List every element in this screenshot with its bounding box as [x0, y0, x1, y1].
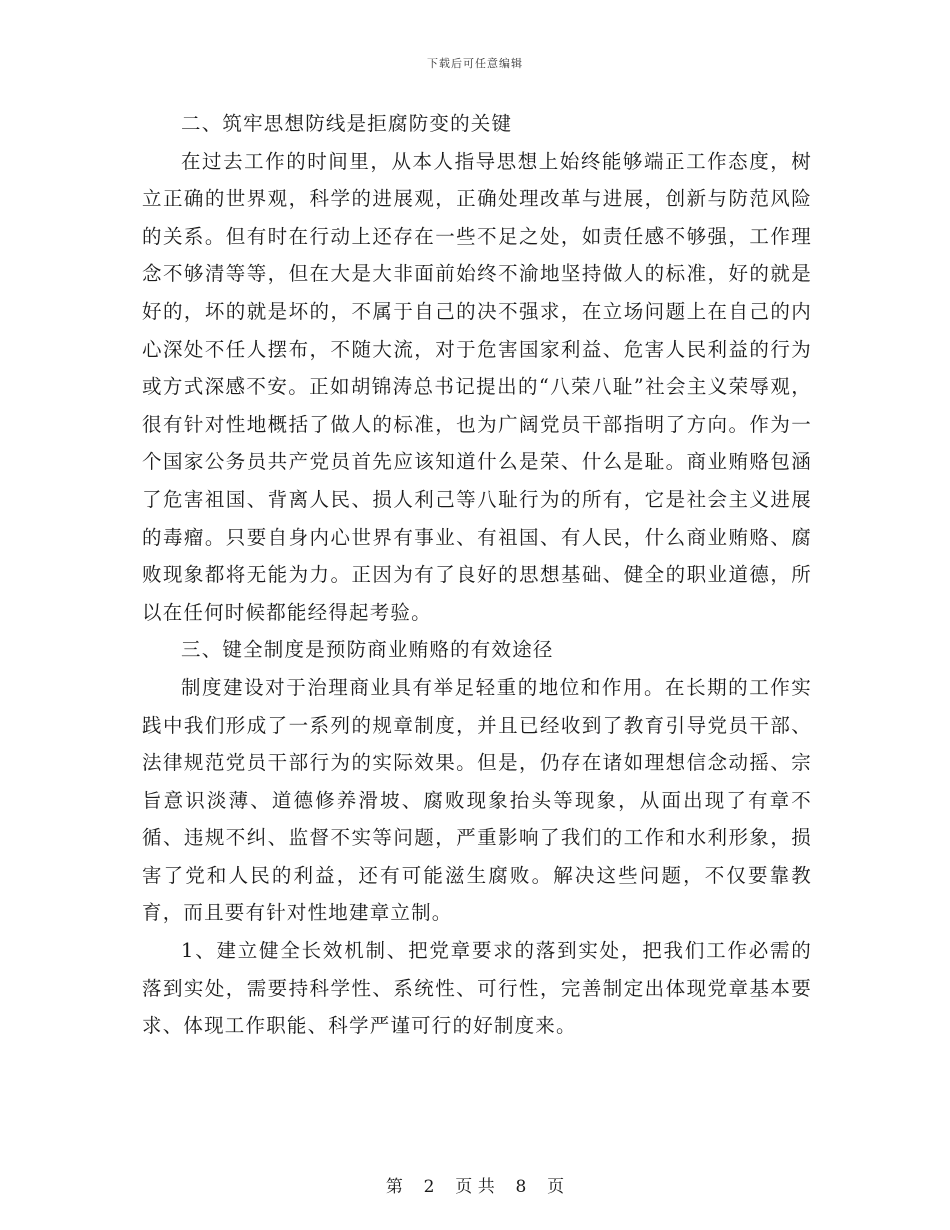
- body-paragraph: 制度建设对于治理商业具有举足轻重的地位和作用。在长期的工作实践中我们形成了一系列的规章制度，并且已经收到了教育引导党员干部、法律规范党员干部行为的实际效果。但是，仍存在诸如理想信念动摇、宗旨意识淡薄、道德修养滑坡、腐败现象抬头等现象，从面出现了有章不循、违规不纠、监督不实等问题，严重影响了我们的工作和水利形象，损害了党和人民的利益，还有可能滋生腐败。解决这些问题，不仅要靠教育，而且要有针对性地建章立制。: [142, 675, 812, 925]
- body-paragraph: 1、建立健全长效机制、把党章要求的落到实处，把我们工作必需的落到实处，需要持科学性、系统性、可行性，完善制定出体现党章基本要求、体现工作职能、科学严谨可行的好制度来。: [142, 939, 812, 1038]
- page-header: 下载后可任意编辑: [427, 57, 523, 70]
- page-footer: [0, 1172, 950, 1197]
- section-heading-2: 二、筑牢思想防线是拒腐防变的关键: [181, 112, 513, 135]
- footer-suffix: 页: [547, 1177, 565, 1197]
- section-heading-3: 三、键全制度是预防商业贿赂的有效途径: [181, 638, 554, 662]
- footer-prefix: 第: [385, 1177, 403, 1197]
- footer-page-number: 2: [423, 1177, 435, 1197]
- footer-total-pages: 8: [515, 1177, 527, 1197]
- footer-middle: 页 共: [455, 1177, 495, 1197]
- body-paragraph: 在过去工作的时间里，从本人指导思想上始终能够端正工作态度，树立正确的世界观，科学的进展观，正确处理改革与进展，创新与防范风险的关系。但有时在行动上还存在一些不足之处，如责任感不够强，工作理念不够清等等，但在大是大非面前始终不渝地坚持做人的标准，好的就是好的，坏的就是坏的，不属于自己的决不强求，在立场问题上在自己的内心深处不任人摆布，不随大流，对于危害国家利益、危害人民利益的行为或方式深感不安。正如胡锦涛总书记提出的“八荣八耻”社会主义荣辱观，很有针对性地概括了做人的标准，也为广阔党员干部指明了方向。作为一个国家公务员共产党员首先应该知道什么是荣、什么是耻。商业贿赂包涵了危害祖国、背离人民、损人利己等八耻行为的所有，它是社会主义进展的毒瘤。只要自身内心世界有事业、有祖国、有人民，什么商业贿赂、腐败现象都将无能为力。正因为有了良好的思想基础、健全的职业道德，所以在任何时候都能经得起考验。: [142, 149, 812, 624]
- document-body: [142, 105, 812, 1045]
